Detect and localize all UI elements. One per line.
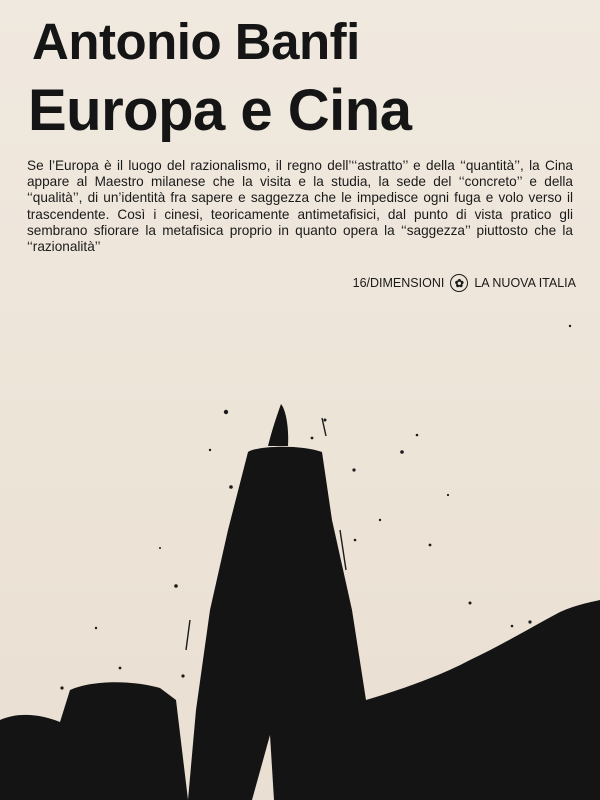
book-title: Europa e Cina: [28, 78, 412, 143]
publisher-name: LA NUOVA ITALIA: [474, 276, 576, 290]
ink-tower: [188, 447, 378, 800]
ink-plume: [268, 404, 288, 446]
series-label: 16/DIMENSIONI: [352, 276, 445, 290]
author-name: Antonio Banfi: [32, 13, 360, 70]
ink-left-mass: [0, 682, 188, 800]
publisher-seal-icon: ✿: [450, 274, 468, 292]
cover-blurb: Se l’Europa è il luogo del razionalismo, il regno dell’‘‘astratto’’ e della ‘‘quantità’’, la Cina appare al Maestro milanese che la visita e la studia, la sede del ‘‘concreto’’ e della ‘‘qualità’’, di un’identità fra sapere e saggezza che le impedisce ogni fuga e volo verso il trascendente. Così i cinesi, teoricamente antimetafisici, dal punto di vista pratico gli sembrano sfiorare la metafisica proprio in quanto opera la ‘‘saggezza’’ piuttosto che la ‘‘razionalità’’: [27, 158, 573, 255]
